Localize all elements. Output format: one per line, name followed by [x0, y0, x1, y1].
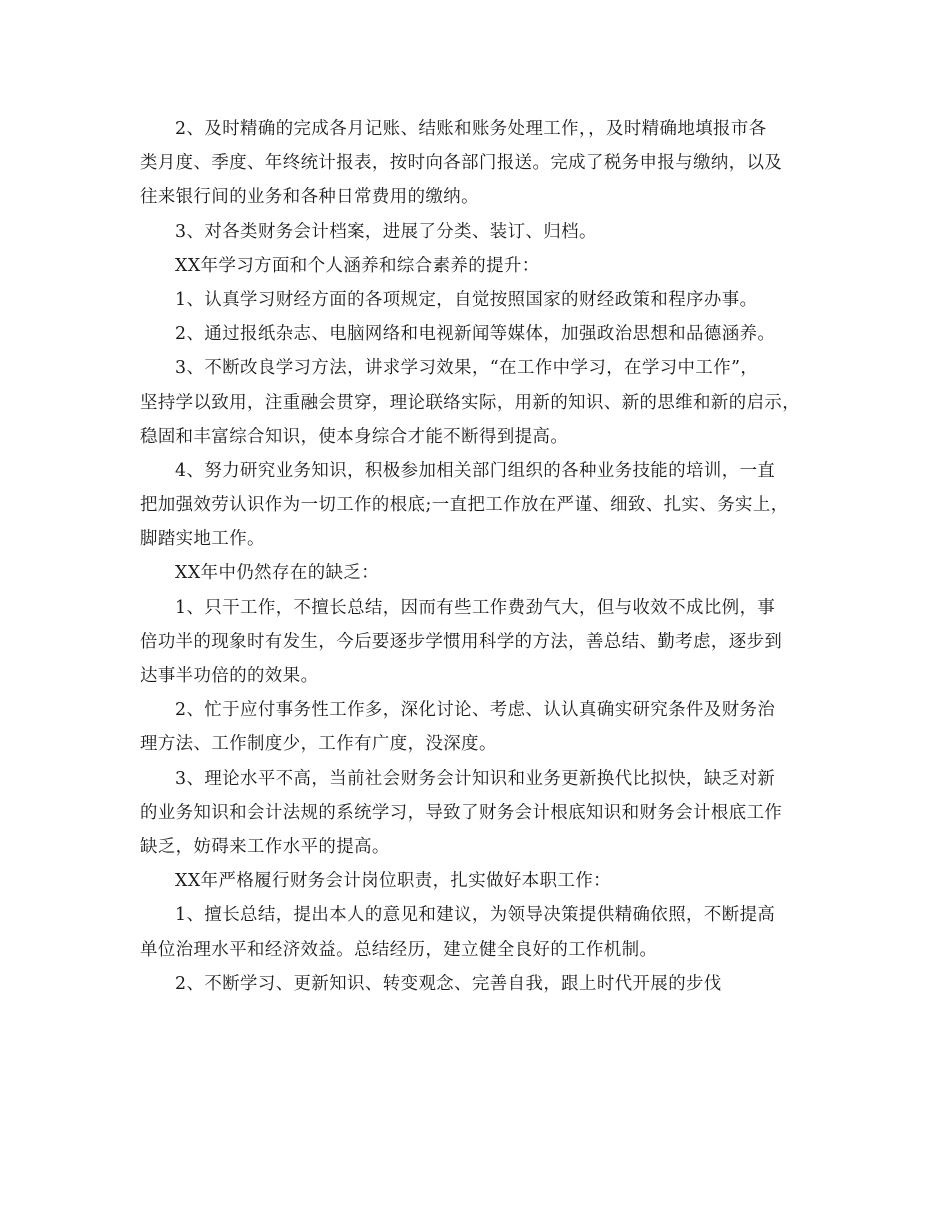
text-line: 3、不断改良学习方法，讲求学习效果，“在工作中学习，在学习中工作”，	[175, 358, 759, 379]
text-line: 倍功半的现象时有发生，今后要逐步学惯用科学的方法，善总结、勤考虑，逐步到	[140, 631, 783, 652]
text-line: 往来银行间的业务和各种日常费用的缴纳。	[140, 187, 479, 208]
text-line: 脚踏实地工作。	[140, 529, 265, 550]
text-line: 稳固和丰富综合知识，使本身综合才能不断得到提高。	[140, 426, 569, 447]
text-line: 1、只干工作，不擅长总结，因而有些工作费劲气大，但与收效不成比例，事	[175, 597, 776, 618]
text-line: 类月度、季度、年终统计报表，按时向各部门报送。完成了税务申报与缴纳，以及	[140, 153, 783, 174]
text-line: 缺乏，妨碍来工作水平的提高。	[140, 836, 390, 857]
text-line: 2、及时精确的完成各月记账、结账和账务处理工作，，及时精确地填报市各	[175, 119, 767, 139]
text-line: 单位治理水平和经济效益。总结经历，建立健全良好的工作机制。	[140, 939, 658, 960]
text-line: 理方法、工作制度少，工作有广度，没深度。	[140, 734, 497, 755]
text-line: 3、对各类财务会计档案，进展了分类、装订、归档。	[175, 221, 597, 242]
text-line: 4、努力研究业务知识，积极参加相关部门组织的各种业务技能的培训，一直	[175, 460, 776, 481]
section-heading: XX年严格履行财务会计岗位职责，扎实做好本职工作：	[175, 871, 611, 892]
text-line: 2、不断学习、更新知识、转变观念、完善自我，跟上时代开展的步伐	[175, 973, 722, 994]
text-line: 3、理论水平不高，当前社会财务会计知识和业务更新换代比拟快，缺乏对新	[175, 768, 776, 789]
section-heading: XX年学习方面和个人涵养和综合素养的提升：	[175, 255, 540, 276]
section-heading: XX年中仍然存在的缺乏：	[175, 563, 380, 584]
text-line: 1、认真学习财经方面的各项规定，自觉按照国家的财经政策和程序办事。	[175, 289, 758, 310]
text-line: 达事半功倍的的效果。	[140, 666, 319, 686]
text-line: 的业务知识和会计法规的系统学习，导致了财务会计根底知识和财务会计根底工作	[140, 802, 783, 823]
text-line: 2、忙于应付事务性工作多，深化讨论、考虑、认认真确实研究条件及财务治	[175, 700, 776, 721]
text-line: 2、通过报纸杂志、电脑网络和电视新闻等媒体，加强政治思想和品德涵养。	[175, 324, 776, 345]
text-line: 坚持学以致用，注重融会贯穿，理论联络实际，用新的知识、新的思维和新的启示，	[140, 392, 801, 413]
text-line: 1、擅长总结，提出本人的意见和建议，为领导决策提供精确依照，不断提高	[175, 905, 776, 926]
text-line: 把加强效劳认识作为一切工作的根底;一直把工作放在严谨、细致、扎实、务实上，	[140, 495, 789, 516]
